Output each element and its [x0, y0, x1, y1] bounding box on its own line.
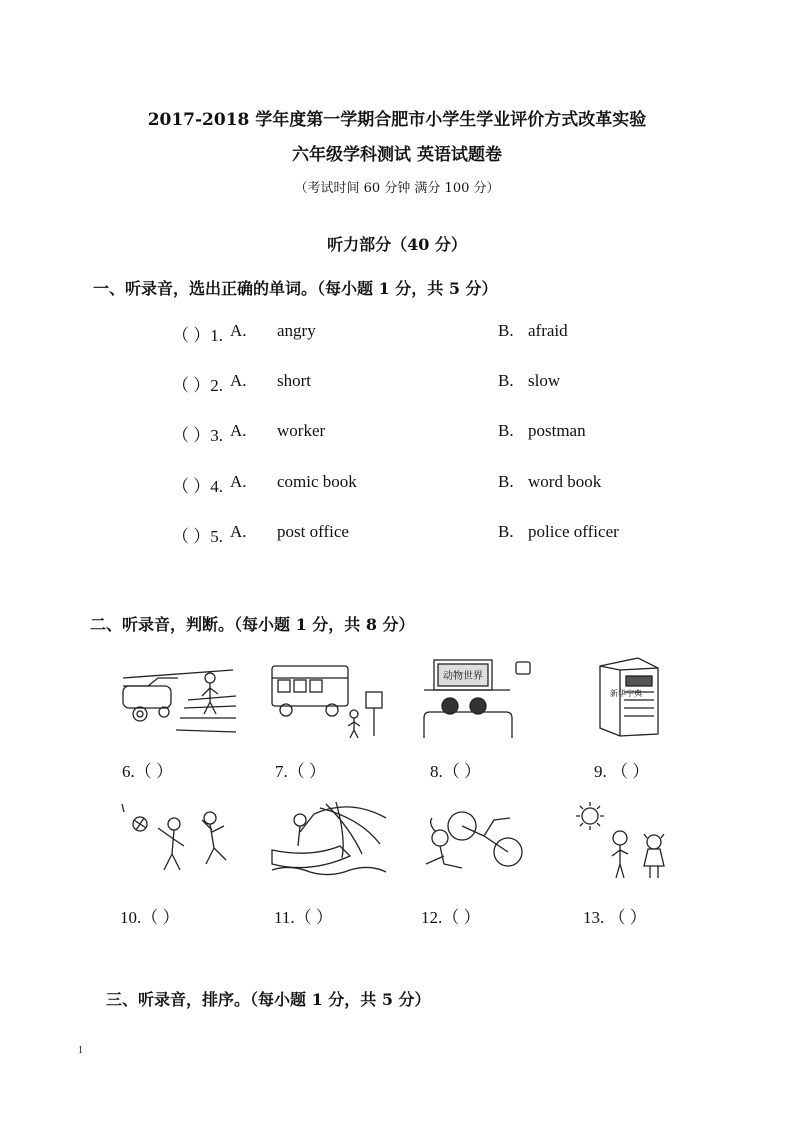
option-b-label: B.	[498, 472, 514, 491]
question-row-3	[172, 421, 652, 445]
option-b-text: postman	[528, 421, 586, 440]
picture-label-11: 11.（ ）	[274, 908, 333, 927]
tv-watching-picture	[420, 656, 538, 738]
option-a-text: post office	[277, 522, 349, 541]
part3-heading: 三、听录音，排序。（每小题 1 分，共 5 分）	[106, 990, 431, 1009]
picture-label-7: 7.（ ）	[275, 762, 326, 781]
part2-heading: 二、听录音，判断。（每小题 1 分，共 8 分）	[90, 615, 415, 634]
girl-fallen-bike-picture	[418, 798, 536, 880]
question-number: （ ）4.	[172, 477, 223, 496]
exam-subtitle: （考试时间 60 分钟 满分 100 分）	[294, 181, 500, 196]
listening-section-title: 听力部分（40 分）	[327, 235, 467, 254]
question-number: （ ）1.	[172, 326, 223, 345]
crosswalk-car-picture	[118, 656, 236, 738]
option-b-text: police officer	[528, 522, 619, 541]
picture-label-8: 8.（ ）	[430, 762, 481, 781]
option-a-label: A.	[230, 321, 247, 340]
fishing-boat-picture	[270, 798, 388, 880]
option-b-label: B.	[498, 321, 514, 340]
tv-screen-text: 动物世界	[443, 671, 483, 682]
option-b-text: slow	[528, 371, 561, 390]
exam-title-line2: 六年级学科测试 英语试题卷	[292, 145, 502, 165]
exam-title-line1: 2017-2018 学年度第一学期合肥市小学生学业评价方式改革实验	[147, 110, 647, 130]
question-row-5	[172, 522, 652, 546]
sun-children-picture	[568, 798, 686, 880]
option-a-label: A.	[230, 472, 247, 491]
option-a-label: A.	[230, 421, 247, 440]
option-b-label: B.	[498, 522, 514, 541]
picture-label-13: 13. （ ）	[583, 908, 647, 927]
option-a-label: A.	[230, 371, 247, 390]
bus-stop-picture	[270, 656, 388, 738]
option-a-text: comic book	[277, 472, 357, 491]
option-b-label: B.	[498, 371, 514, 390]
option-a-label: A.	[230, 522, 247, 541]
question-row-2	[172, 371, 652, 395]
book-cover-text: 新华字典	[610, 689, 642, 698]
option-b-text: afraid	[528, 321, 568, 340]
option-a-text: short	[277, 371, 311, 390]
option-b-text: word book	[528, 472, 602, 491]
page-number: 1	[78, 1045, 83, 1056]
option-a-text: worker	[277, 421, 326, 440]
option-b-label: B.	[498, 421, 514, 440]
dictionary-book-picture	[568, 656, 686, 738]
question-row-1	[172, 321, 652, 345]
part1-heading: 一、听录音，选出正确的单词。（每小题 1 分，共 5 分）	[93, 279, 498, 298]
question-number: （ ）5.	[172, 527, 223, 546]
question-row-4	[172, 472, 652, 496]
volleyball-players-picture	[118, 798, 236, 880]
question-number: （ ）3.	[172, 426, 223, 445]
picture-label-12: 12.（ ）	[421, 908, 481, 927]
picture-label-6: 6.（ ）	[122, 762, 173, 781]
picture-label-9: 9. （ ）	[594, 762, 650, 781]
option-a-text: angry	[277, 321, 316, 340]
picture-label-10: 10.（ ）	[120, 908, 180, 927]
question-number: （ ）2.	[172, 376, 223, 395]
